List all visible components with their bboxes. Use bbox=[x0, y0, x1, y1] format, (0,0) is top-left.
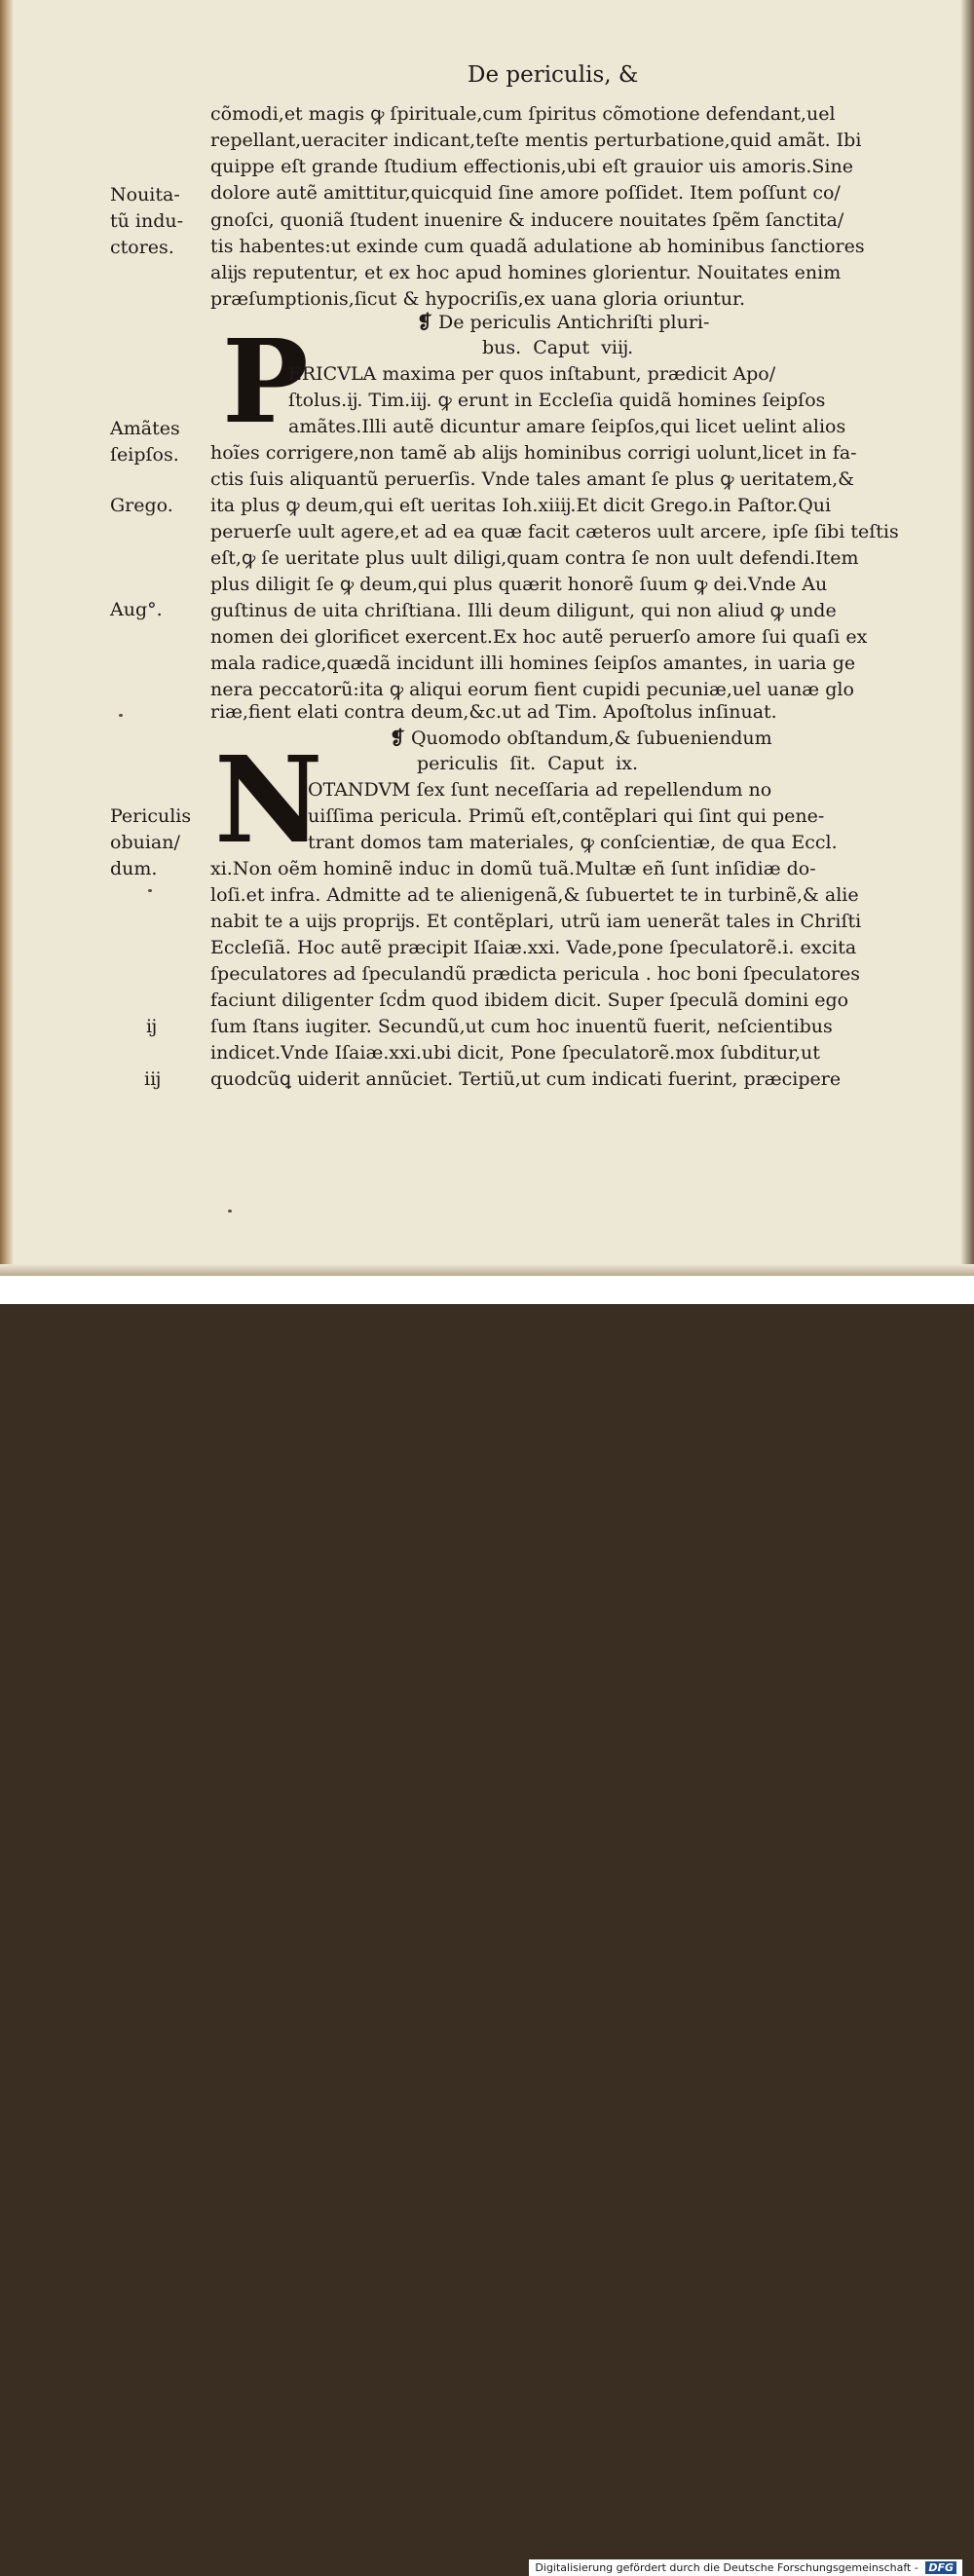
margin-note: ſeipſos. bbox=[110, 444, 179, 466]
text-line: ſtolus.ĳ. Tim.iĳ. ꝙ erunt in Eccleſia quidã homines ſeipſos bbox=[288, 390, 826, 411]
text-line: repellant,ueraciter indicant,teſte mentis perturbatione,quid amãt. Ibi bbox=[210, 130, 862, 151]
chapter-heading bbox=[417, 310, 709, 335]
margin-note: tũ indu- bbox=[110, 210, 184, 232]
text-line: alĳs reputentur, et ex hoc apud homines glorientur. Nouitates enim bbox=[210, 262, 842, 283]
text-line: ſum ſtans iugiter. Secundũ,ut cum hoc inuentũ fuerit, neſcientibus bbox=[210, 1016, 833, 1037]
text-line: eſt,ꝙ ſe ueritate plus uult diligi,quam contra ſe non uult defendi.Item bbox=[210, 547, 859, 569]
text-line: quippe eſt grande ſtudium effectionis,ubi eſt grauior uis amoris.Sine bbox=[210, 156, 853, 177]
text-line: nera peccatorũ:ita ꝙ aliqui eorum fient cupidi pecuniæ,uel uanæ glo bbox=[210, 679, 854, 700]
text-line: tis habentes:ut exinde cum quadã adulatione ab hominibus ſanctiores bbox=[210, 236, 865, 257]
ink-speck bbox=[228, 1210, 232, 1213]
margin-note: obuian/ bbox=[110, 832, 180, 853]
text-line: dolore autẽ amittitur,quicquid ſine amore poſſidet. Item poſſunt co/ bbox=[210, 182, 841, 204]
margin-note: ctores. bbox=[110, 237, 174, 258]
text-line: ita plus ꝙ deum,qui eſt ueritas Ioh.xiiĳ.Et dicit Grego.in Paſtor.Qui bbox=[210, 495, 832, 516]
text-line: ERICVLA maxima per quos inſtabunt, prædicit Apo/ bbox=[288, 363, 776, 385]
text-line: nabit te a uĳs proprĳs. Et contẽplari, utrũ iam uenerãt tales in Chriſti bbox=[210, 911, 862, 932]
text-line: riæ,fient elati contra deum,&c.ut ad Tim. Apoſtolus inſinuat. bbox=[210, 701, 777, 723]
text-line: loſi.et infra. Admitte ad te alienigenã,& ſubuertet te in turbinẽ,& alie bbox=[210, 884, 859, 906]
text-line: indicet.Vnde Iſaiæ.xxi.ubi dicit, Pone ſpeculatorẽ.mox ſubditur,ut bbox=[210, 1042, 820, 1064]
chapter-heading bbox=[390, 726, 772, 751]
text-line: faciunt diligenter ſcḋm quod ibidem dicit. Super ſpeculã domini ego bbox=[210, 989, 849, 1011]
margin-note: iĳ bbox=[144, 1068, 161, 1090]
text-line: xi.Non oẽm hominẽ induc in domũ tuã.Multæ eñ ſunt inſidiæ do- bbox=[210, 858, 816, 879]
chapter-heading-line: bus. Caput viĳ. bbox=[482, 337, 634, 358]
text-line: uiſſima pericula. Primũ eſt,contẽplari qui ſint qui pene- bbox=[308, 805, 825, 827]
text-line: præſumptionis,ſicut & hypocriſis,ex uana gloria oriuntur. bbox=[210, 288, 746, 310]
dfg-logo-icon: DFG bbox=[925, 2561, 956, 2574]
chapter-heading-line: Quomodo obſtandum,& ſubueniendum bbox=[410, 728, 772, 749]
text-line: cõmodi,et magis ꝙ ſpirituale,cum ſpiritus cõmotione defendant,uel bbox=[210, 103, 836, 125]
footer-bar bbox=[0, 1276, 974, 2574]
text-line: plus diligit ſe ꝙ deum,qui plus quærit honorẽ ſuum ꝙ dei.Vnde Au bbox=[210, 574, 828, 595]
page-gutter-shadow bbox=[0, 0, 14, 1276]
text-line: mala radice,quædã incidunt illi homines ſeipſos amantes, in uaria ge bbox=[210, 653, 856, 674]
text-line: Eccleſiã. Hoc autẽ præcipit Iſaiæ.xxi. Vade,pone ſpeculatorẽ.i. excita bbox=[210, 937, 857, 958]
margin-note: Aug°. bbox=[110, 599, 163, 620]
margin-note: Nouita- bbox=[110, 184, 180, 205]
page-edge-shadow bbox=[960, 0, 974, 1276]
text-line: hoĩes corrigere,non tamẽ ab alĳs hominibus corrigi uolunt,licet in fa- bbox=[210, 442, 857, 464]
page-bottom-shadow bbox=[0, 1264, 974, 1276]
margin-note: Grego. bbox=[110, 495, 173, 516]
chapter-heading-line: De periculis Antichriſti pluri- bbox=[437, 312, 710, 333]
ink-speck bbox=[119, 714, 123, 717]
margin-note: ĳ bbox=[146, 1016, 157, 1037]
margin-note: Amãtes bbox=[110, 418, 180, 439]
dropcap-initial: N bbox=[214, 729, 323, 870]
text-line: trant domos tam materiales, ꝙ conſcientiæ, de qua Eccl. bbox=[308, 832, 838, 853]
text-line: ſpeculatores ad ſpeculandũ prædicta pericula . hoc boni ſpeculatores bbox=[210, 963, 860, 985]
funding-footer bbox=[529, 2559, 962, 2576]
text-line: gnoſci, quoniã ſtudent inuenire & inducere nouitates ſpẽm ſanctita/ bbox=[210, 209, 844, 231]
margin-note: dum. bbox=[110, 858, 158, 879]
margin-note: Periculis bbox=[110, 805, 192, 827]
running-head: De periculis, & bbox=[468, 62, 639, 88]
book-page bbox=[0, 0, 974, 1276]
text-line: quodcũꝗ uiderit annũciet. Tertiũ,ut cum indicati fuerint, præcipere bbox=[210, 1068, 842, 1090]
text-line: nomen dei glorificet exercent.Ex hoc autẽ peruerſo amore ſui quaſi ex bbox=[210, 626, 868, 648]
dropcap-initial: P bbox=[222, 314, 309, 449]
text-line: peruerſe uult agere,et ad ea quæ facit cæteros uult arcere, ipſe ſibi teſtis bbox=[210, 521, 899, 542]
text-line: amãtes.Illi autẽ dicuntur amare ſeipſos,qui licet uelint alios bbox=[288, 416, 846, 437]
paragraph-mark-icon: ❡ bbox=[390, 728, 405, 749]
funding-text: Digitalisierung gefördert durch die Deutsche Forschungsgemeinschaft - bbox=[535, 2561, 918, 2574]
chapter-heading-line: periculis ſit. Caput ix. bbox=[417, 753, 638, 774]
ink-speck bbox=[148, 889, 152, 892]
text-line: ctis ſuis aliquantũ peruerſis. Vnde tales amant ſe plus ꝙ ueritatem,& bbox=[210, 468, 855, 490]
text-line: OTANDVM ſex ſunt neceſſaria ad repellendum no bbox=[308, 779, 772, 801]
text-line: guſtinus de uita chriſtiana. Illi deum diligunt, qui non aliud ꝙ unde bbox=[210, 600, 837, 621]
paragraph-mark-icon: ❡ bbox=[417, 312, 432, 333]
